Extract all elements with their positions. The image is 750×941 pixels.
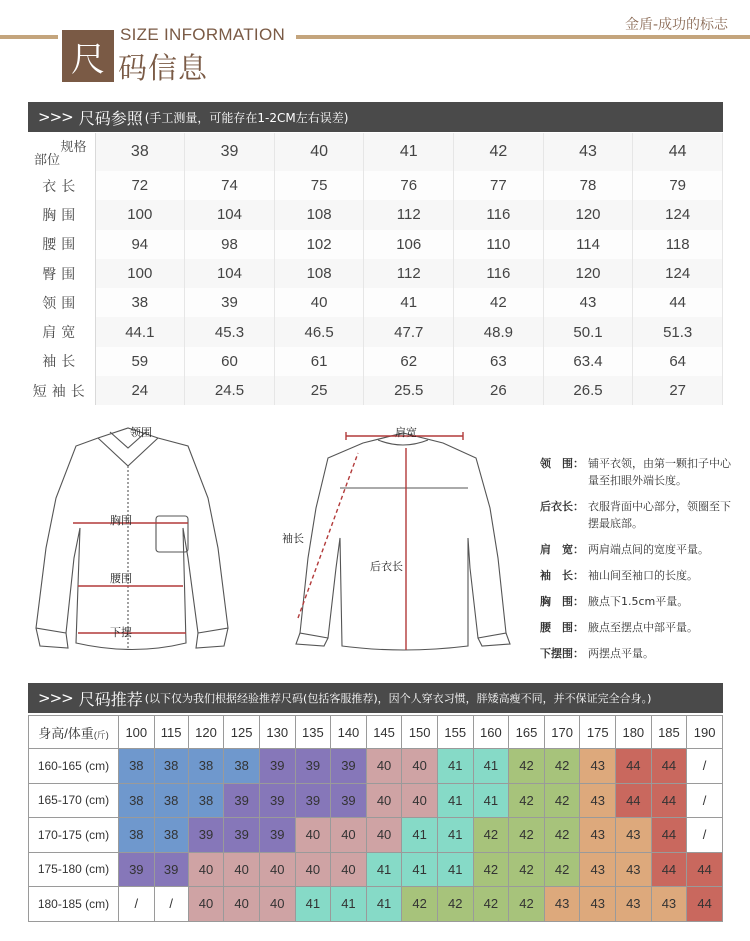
size-value-cell: 120	[543, 200, 633, 229]
weight-header-cell: 180	[616, 716, 652, 749]
size-value-cell: 77	[454, 171, 544, 200]
recommend-size-cell: 44	[651, 818, 687, 853]
size-recommend-table	[28, 715, 723, 922]
size-value-cell: 78	[543, 171, 633, 200]
weight-header-cell: 130	[259, 716, 295, 749]
recommend-size-cell: 41	[473, 783, 509, 818]
size-value-cell: 26	[454, 376, 544, 405]
recommend-size-cell: 43	[616, 818, 652, 853]
size-value-cell: 124	[633, 200, 723, 229]
recommend-size-cell: 39	[119, 852, 155, 887]
size-value-cell: 116	[454, 200, 544, 229]
row-label: 腰围	[28, 230, 95, 259]
size-header-cell: 39	[185, 133, 275, 171]
recommend-size-cell: 42	[437, 887, 473, 922]
note-item	[540, 541, 740, 558]
note-key: 腰 围：	[540, 621, 584, 634]
note-key: 下摆围：	[540, 647, 584, 660]
weight-header-cell: 160	[473, 716, 509, 749]
height-label: 170-175 (cm)	[29, 818, 119, 853]
recommend-size-cell: 39	[154, 852, 188, 887]
note-item	[540, 645, 740, 662]
recommend-size-cell: 43	[580, 783, 616, 818]
size-value-cell: 112	[364, 200, 454, 229]
note-item	[540, 619, 740, 636]
size-header-cell: 38	[95, 133, 185, 171]
recommend-size-cell: 40	[224, 852, 260, 887]
note-text: 腋点至摆点中部平量。	[588, 621, 698, 634]
label-shoulder: 肩宽	[395, 426, 417, 439]
height-label: 180-185 (cm)	[29, 887, 119, 922]
row-label: 肩宽	[28, 317, 95, 346]
recommend-size-cell: 42	[473, 852, 509, 887]
recommend-size-cell: 41	[402, 852, 438, 887]
recommend-size-cell: 42	[544, 852, 580, 887]
height-label: 175-180 (cm)	[29, 852, 119, 887]
size-value-cell: 72	[95, 171, 185, 200]
note-key: 胸 围：	[540, 595, 584, 608]
bar-arrows: >>>	[38, 689, 73, 707]
weight-header-cell: 175	[580, 716, 616, 749]
recommend-size-cell: 39	[295, 749, 331, 784]
recommend-size-cell: 40	[331, 852, 367, 887]
table-row	[28, 347, 723, 376]
recommend-size-cell: 39	[331, 783, 367, 818]
recommend-size-cell: 40	[366, 783, 402, 818]
recommend-size-cell: 39	[295, 783, 331, 818]
size-header-row	[28, 133, 723, 171]
recommend-size-cell: 40	[224, 887, 260, 922]
row-label: 领围	[28, 288, 95, 317]
header-rule-right	[296, 35, 750, 39]
size-value-cell: 61	[274, 347, 364, 376]
size-value-cell: 64	[633, 347, 723, 376]
recommend-size-cell: 42	[509, 887, 545, 922]
recommend-corner	[29, 716, 119, 749]
recommend-size-cell: 42	[509, 852, 545, 887]
recommend-size-cell: 43	[616, 887, 652, 922]
recommend-size-cell: 41	[402, 818, 438, 853]
table-row	[28, 288, 723, 317]
sleeve-line	[298, 453, 358, 618]
size-value-cell: 106	[364, 230, 454, 259]
page-header	[0, 0, 750, 90]
recommend-size-cell: 39	[259, 818, 295, 853]
note-text: 两肩端点间的宽度平量。	[588, 543, 709, 556]
recommend-size-cell: 38	[224, 749, 260, 784]
recommend-size-cell: /	[154, 887, 188, 922]
recommend-size-cell: 43	[616, 852, 652, 887]
weight-header-cell: 165	[509, 716, 545, 749]
brand-slogan: 金盾-成功的标志	[625, 17, 729, 33]
size-value-cell: 24.5	[185, 376, 275, 405]
recommend-size-cell: 42	[509, 749, 545, 784]
size-value-cell: 25.5	[364, 376, 454, 405]
recommend-size-cell: 41	[437, 749, 473, 784]
table-row	[28, 259, 723, 288]
size-reference-bar	[28, 102, 723, 132]
recommend-size-cell: 41	[437, 818, 473, 853]
size-value-cell: 44	[633, 288, 723, 317]
recommend-size-cell: 42	[509, 783, 545, 818]
note-text: 两摆点平量。	[588, 647, 654, 660]
size-recommend-note: (以下仅为我们根据经验推荐尺码(包括客服推荐)，因个人穿衣习惯，胖矮高瘦不同，并不保证完全合身。)	[144, 692, 652, 705]
height-label: 160-165 (cm)	[29, 749, 119, 784]
recommend-size-cell: 39	[188, 818, 224, 853]
table-row	[28, 230, 723, 259]
bar-arrows: >>>	[38, 108, 73, 126]
note-key: 后衣长：	[540, 500, 584, 513]
note-item	[540, 455, 740, 489]
table-row	[28, 317, 723, 346]
header-title-cn: 码信息	[118, 51, 209, 85]
recommend-size-cell: 40	[366, 818, 402, 853]
row-label: 衣长	[28, 171, 95, 200]
measurement-notes	[540, 455, 740, 671]
back-shirt-body	[300, 433, 506, 650]
label-sleeve: 袖长	[282, 532, 304, 545]
recommend-size-cell: 40	[331, 818, 367, 853]
recommend-size-cell: 44	[651, 749, 687, 784]
size-value-cell: 47.7	[364, 317, 454, 346]
recommend-size-cell: 39	[224, 818, 260, 853]
recommend-size-cell: 40	[259, 887, 295, 922]
recommend-size-cell: /	[119, 887, 155, 922]
label-back-length: 后衣长	[370, 560, 403, 573]
recommend-size-cell: 38	[188, 749, 224, 784]
weight-header-cell: 155	[437, 716, 473, 749]
size-value-cell: 63	[454, 347, 544, 376]
size-header-cell: 42	[454, 133, 544, 171]
recommend-size-cell: 44	[651, 783, 687, 818]
note-text: 腋点下1.5cm平量。	[588, 595, 689, 608]
size-value-cell: 100	[95, 200, 185, 229]
size-value-cell: 51.3	[633, 317, 723, 346]
recommend-size-cell: 42	[544, 749, 580, 784]
size-value-cell: 59	[95, 347, 185, 376]
size-value-cell: 45.3	[185, 317, 275, 346]
size-value-cell: 75	[274, 171, 364, 200]
weight-header-cell: 140	[331, 716, 367, 749]
weight-header-cell: 100	[119, 716, 155, 749]
recommend-size-cell: /	[687, 749, 723, 784]
weight-header-cell: 120	[188, 716, 224, 749]
size-value-cell: 48.9	[454, 317, 544, 346]
recommend-size-cell: 43	[580, 887, 616, 922]
weight-header-cell: 145	[366, 716, 402, 749]
recommend-size-cell: 40	[402, 783, 438, 818]
size-value-cell: 120	[543, 259, 633, 288]
recommend-size-cell: 42	[473, 887, 509, 922]
corner-part-label: 部位	[34, 153, 61, 168]
weight-header-cell: 150	[402, 716, 438, 749]
weight-header-cell: 170	[544, 716, 580, 749]
recommend-size-cell: 42	[509, 818, 545, 853]
size-value-cell: 44.1	[95, 317, 185, 346]
size-value-cell: 46.5	[274, 317, 364, 346]
table-corner	[28, 133, 95, 171]
table-row	[29, 887, 723, 922]
recommend-size-cell: 38	[119, 818, 155, 853]
size-value-cell: 104	[185, 259, 275, 288]
size-header-cell: 43	[543, 133, 633, 171]
table-row	[28, 376, 723, 405]
recommend-size-cell: 40	[188, 852, 224, 887]
recommend-size-cell: 42	[473, 818, 509, 853]
corner-label: 身高/体重	[38, 725, 94, 741]
size-value-cell: 124	[633, 259, 723, 288]
note-item	[540, 593, 740, 610]
recommend-size-cell: 38	[154, 818, 188, 853]
recommend-size-cell: 41	[437, 783, 473, 818]
recommend-size-cell: 39	[259, 749, 295, 784]
recommend-size-cell: 38	[154, 749, 188, 784]
note-key: 袖 长：	[540, 569, 584, 582]
recommend-size-cell: 44	[616, 783, 652, 818]
front-shirt-body	[36, 428, 228, 650]
size-header-cell: 44	[633, 133, 723, 171]
size-value-cell: 42	[454, 288, 544, 317]
table-row	[28, 200, 723, 229]
note-item	[540, 498, 740, 532]
size-value-cell: 62	[364, 347, 454, 376]
size-value-cell: 108	[274, 200, 364, 229]
recommend-size-cell: 39	[259, 783, 295, 818]
row-label: 胸围	[28, 200, 95, 229]
recommend-size-cell: 42	[544, 783, 580, 818]
weight-header-cell: 185	[651, 716, 687, 749]
size-value-cell: 102	[274, 230, 364, 259]
size-reference-note: (手工测量，可能存在1-2CM左右误差)	[144, 110, 349, 125]
size-value-cell: 43	[543, 288, 633, 317]
table-row	[29, 852, 723, 887]
recommend-size-cell: 41	[473, 749, 509, 784]
recommend-size-cell: 40	[295, 852, 331, 887]
note-key: 肩 宽：	[540, 543, 584, 556]
recommend-size-cell: 42	[544, 818, 580, 853]
size-value-cell: 63.4	[543, 347, 633, 376]
recommend-size-cell: 41	[331, 887, 367, 922]
size-value-cell: 112	[364, 259, 454, 288]
recommend-size-cell: 44	[687, 887, 723, 922]
size-value-cell: 114	[543, 230, 633, 259]
size-value-cell: 100	[95, 259, 185, 288]
size-recommend-title: 尺码推荐	[78, 689, 143, 709]
row-label: 袖长	[28, 347, 95, 376]
recommend-size-cell: 38	[119, 783, 155, 818]
size-header-cell: 40	[274, 133, 364, 171]
size-reference-title: 尺码参照	[78, 108, 143, 128]
weight-header-cell: 190	[687, 716, 723, 749]
size-value-cell: 94	[95, 230, 185, 259]
size-table	[28, 133, 723, 405]
label-hem: 下摆	[110, 626, 132, 639]
label-collar: 领围	[130, 426, 152, 439]
label-chest: 胸围	[110, 514, 132, 527]
size-value-cell: 79	[633, 171, 723, 200]
recommend-size-cell: 40	[295, 818, 331, 853]
note-item	[540, 567, 740, 584]
size-value-cell: 24	[95, 376, 185, 405]
recommend-size-cell: 38	[119, 749, 155, 784]
recommend-size-cell: 42	[402, 887, 438, 922]
label-waist: 腰围	[110, 572, 132, 585]
size-value-cell: 39	[185, 288, 275, 317]
table-row	[29, 818, 723, 853]
recommend-size-cell: 38	[154, 783, 188, 818]
note-key: 领 围：	[540, 457, 584, 470]
header-title-en: SIZE INFORMATION	[120, 25, 286, 44]
recommend-size-cell: 44	[616, 749, 652, 784]
size-value-cell: 26.5	[543, 376, 633, 405]
recommend-size-cell: 41	[366, 887, 402, 922]
recommend-size-cell: 41	[366, 852, 402, 887]
corner-size-label: 规格	[60, 140, 87, 155]
size-value-cell: 116	[454, 259, 544, 288]
recommend-size-cell: 41	[437, 852, 473, 887]
size-value-cell: 76	[364, 171, 454, 200]
recommend-size-cell: 39	[224, 783, 260, 818]
size-value-cell: 50.1	[543, 317, 633, 346]
recommend-size-cell: /	[687, 818, 723, 853]
recommend-size-cell: 44	[651, 852, 687, 887]
size-value-cell: 74	[185, 171, 275, 200]
weight-header-cell: 115	[154, 716, 188, 749]
recommend-size-cell: /	[687, 783, 723, 818]
size-value-cell: 60	[185, 347, 275, 376]
table-row	[29, 783, 723, 818]
header-rule-left	[0, 35, 58, 39]
size-value-cell: 25	[274, 376, 364, 405]
note-text: 铺平衣领，由第一颗扣子中心量至扣眼外端长度。	[588, 457, 731, 487]
weight-header-cell: 125	[224, 716, 260, 749]
header-badge: 尺	[62, 30, 114, 82]
row-label: 臀围	[28, 259, 95, 288]
recommend-size-cell: 40	[188, 887, 224, 922]
recommend-size-cell: 43	[651, 887, 687, 922]
recommend-header-row	[29, 716, 723, 749]
recommend-size-cell: 43	[544, 887, 580, 922]
recommend-size-cell: 40	[366, 749, 402, 784]
recommend-size-cell: 40	[402, 749, 438, 784]
table-row	[28, 171, 723, 200]
recommend-size-cell: 44	[687, 852, 723, 887]
corner-unit: (斤)	[93, 729, 109, 740]
recommend-size-cell: 43	[580, 852, 616, 887]
size-value-cell: 110	[454, 230, 544, 259]
note-text: 衣服背面中心部分，领圈至下摆最底部。	[588, 500, 731, 530]
size-value-cell: 98	[185, 230, 275, 259]
size-value-cell: 104	[185, 200, 275, 229]
size-value-cell: 41	[364, 288, 454, 317]
size-value-cell: 40	[274, 288, 364, 317]
size-value-cell: 38	[95, 288, 185, 317]
recommend-size-cell: 41	[295, 887, 331, 922]
size-header-cell: 41	[364, 133, 454, 171]
row-label: 短袖长	[28, 376, 95, 405]
note-text: 袖山间至袖口的长度。	[588, 569, 698, 582]
size-value-cell: 108	[274, 259, 364, 288]
size-value-cell: 27	[633, 376, 723, 405]
recommend-size-cell: 43	[580, 749, 616, 784]
size-value-cell: 118	[633, 230, 723, 259]
recommend-size-cell: 39	[331, 749, 367, 784]
size-recommend-bar	[28, 683, 723, 713]
recommend-size-cell: 40	[259, 852, 295, 887]
weight-header-cell: 135	[295, 716, 331, 749]
recommend-size-cell: 43	[580, 818, 616, 853]
table-row	[29, 749, 723, 784]
recommend-size-cell: 38	[188, 783, 224, 818]
height-label: 165-170 (cm)	[29, 783, 119, 818]
